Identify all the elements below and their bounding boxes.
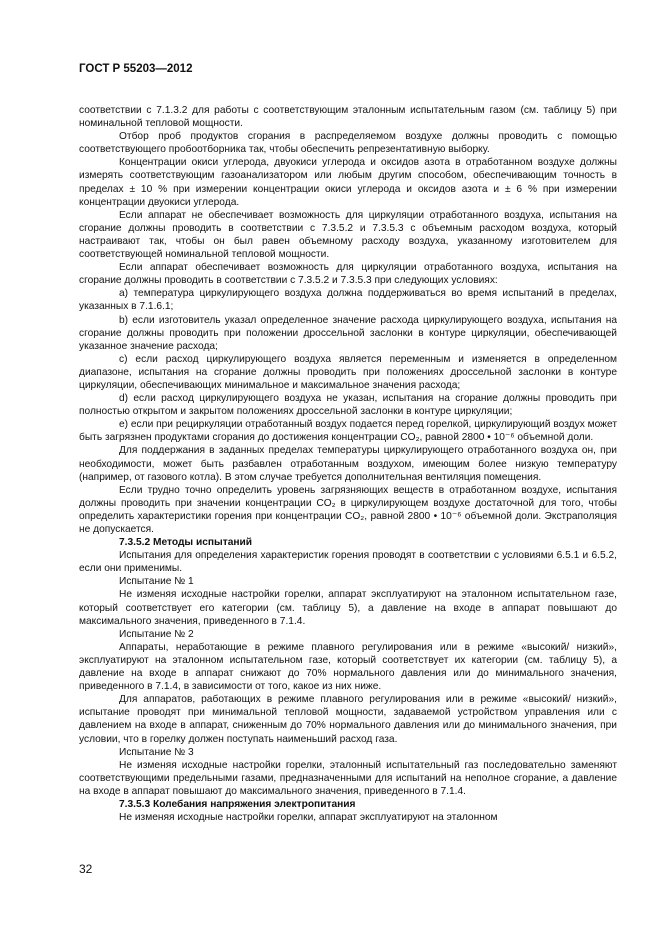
paragraph: Если аппарат не обеспечивает возможность для циркуляции отработанного воздуха, испытания на сгорание должны проводить в соответствии с 7.3.5.2 и 7.3.5.3 с объемным расходом воздуха, который настраивают так, чтобы он был равен объемному расходу воздуха, указанному изготовителем для соответствующей номинальной тепловой мощности. — [79, 209, 617, 261]
section-heading: 7.3.5.2 Методы испытаний — [119, 537, 253, 549]
paragraph: Аппараты, неработающие в режиме плавного регулирования или в режиме «высокий/ низкий», эксплуатируют на эталонном испытательном газе, который соответствует их категории (см. таблицу 5), а давление на входе в аппарат снижают до 70% нормального давления или до минимального значения, приведенного в 7.1.4, в зависимости от того, какое из них ниже. — [79, 641, 617, 693]
paragraph: Концентрации окиси углерода, двуокиси углерода и оксидов азота в отработанном воздухе должны измерять соответствующим газоанализатором или любым другим способом, обеспечивающим точность в пределах ± 10 % при измерении концентрации окиси углерода и оксидов азота и ± 6 % при измерении концентрации двуокиси углерода. — [79, 157, 617, 208]
paragraph: соответствии с 7.1.3.2 для работы с соответствующим эталонным испытательным газом (см. таблицу 5) при номинальной тепловой мощности. — [79, 105, 617, 130]
paragraph: Отбор проб продуктов сгорания в распределяемом воздухе должны проводить с помощью соответствующего пробоотборника так, чтобы обеспечить репрезентативную выборку. — [79, 131, 617, 156]
paragraph: d) если расход циркулирующего воздуха не указан, испытания на сгорание должны проводить при полностью открытом и закрытом положениях дроссельной заслонки в контуре циркуляции; — [79, 393, 617, 418]
paragraph: Испытания для определения характеристик горения проводят в соответствии с условиями 6.5.1 и 6.5.2, если они применимы. — [79, 550, 617, 575]
paragraph: Испытание № 3 — [119, 746, 194, 758]
paragraph: Для поддержания в заданных пределах температуры циркулирующего отработанного воздуха он, при необходимости, может быть разбавлен отработанным воздухом, имеющим более низкую температуру (например, от газового котла). В этом случае требуется дополнительная вентиляция помещения. — [79, 445, 617, 483]
document-header: ГОСТ Р 55203—2012 — [79, 63, 193, 75]
paragraph: с) если расход циркулирующего воздуха является переменным и изменяется в определенном диапазоне, испытания на сгорание должны проводить при положениях дроссельной заслонки в контуре циркуляции, обеспечивающих минимальное и максимальное значения расхода; — [79, 353, 617, 391]
paragraph: а) температура циркулирующего воздуха должна поддерживаться во время испытаний в пределах, указанных в 7.1.6.1; — [79, 288, 617, 313]
paragraph: Если трудно точно определить уровень загрязняющих веществ в отработанном воздухе, испытания должны проводить при значении концентрации CO₂ в циркулирующем воздухе достаточной для того, чтобы определить характеристики горения при концентрации CO₂, равной 2800 • 10⁻⁶ объемной доли. Экстраполяция не допускается. — [79, 484, 617, 535]
paragraph: Не изменяя исходные настройки горелки, эталонный испытательный газ последовательно заменяют соответствующими предельными газами, предназначенными для испытаний на неполное сгорание, а давление на входе в аппарат повышают до максимального значения, приведенного в 7.1.4. — [79, 759, 617, 797]
paragraph: е) если при рециркуляции отработанный воздух подается перед горелкой, циркулирующий воздух может быть загрязнен продуктами сгорания до достижения концентрации CO₂, равной 2800 • 10⁻⁶ объемной доли. — [79, 419, 617, 444]
paragraph: Испытание № 2 — [119, 628, 194, 640]
page-number: 32 — [79, 862, 93, 876]
section-heading: 7.3.5.3 Колебания напряжения электропитания — [119, 798, 356, 810]
paragraph: Не изменяя исходные настройки горелки, аппарат эксплуатируют на эталонном — [119, 812, 498, 824]
paragraph: Не изменяя исходные настройки горелки, аппарат эксплуатируют на эталонном испытательном газе, который соответствует его категории (см. таблицу 5), а давление на входе в аппарат повышают до максимального значения, приведенного в 7.1.4. — [79, 589, 617, 627]
paragraph: b) если изготовитель указал определенное значение расхода циркулирующего воздуха, испытания на сгорание должны проводить при положении дроссельной заслонки в контуре циркуляции, обеспечивающей указанное значение расхода; — [79, 314, 617, 352]
paragraph: Если аппарат обеспечивает возможность для циркуляции отработанного воздуха, испытания на сгорание должны проводить в соответствии с 7.3.5.2 и 7.3.5.3 при следующих условиях: — [79, 262, 617, 287]
paragraph: Испытание № 1 — [119, 576, 194, 588]
paragraph: Для аппаратов, работающих в режиме плавного регулирования или в режиме «высокий/ низкий», испытание проводят при минимальной тепловой мощности, задаваемой устройством управления или с давлением на входе в аппарат, сниженным до 70% нормального давления или до минимального значения, при условии, что в горелку должен поступать наименьший расход газа. — [79, 694, 617, 745]
document-body — [79, 104, 617, 824]
